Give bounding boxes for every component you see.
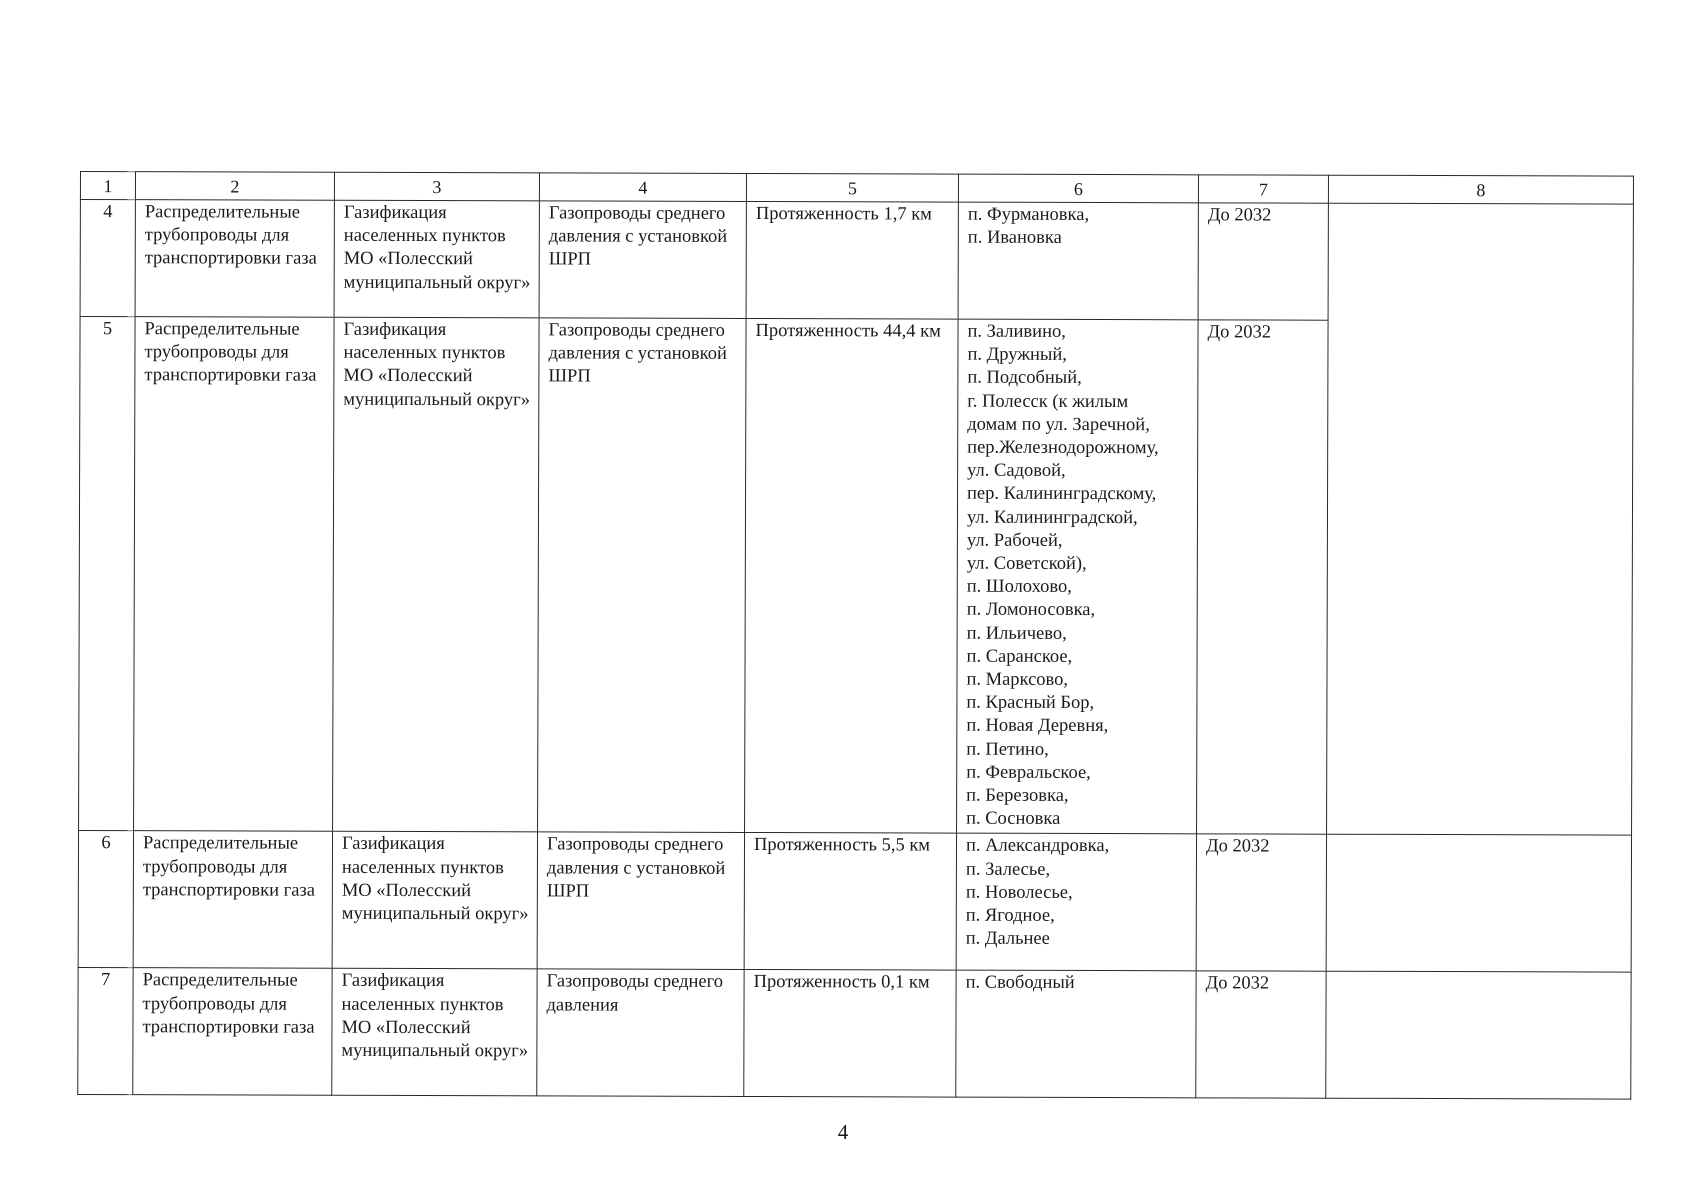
object-purpose: Газификация населенных пунктов МО «Полесский муниципальный округ» xyxy=(332,832,537,970)
object-purpose: Газификация населенных пунктов МО «Полесский муниципальный округ» xyxy=(334,200,539,318)
column-number: 3 xyxy=(334,172,539,201)
location-item: ул. Калининградской, xyxy=(966,507,1138,528)
object-locations xyxy=(956,971,1196,1099)
location-item: п. Свободный xyxy=(965,973,1075,994)
object-type: Распределительные трубопроводы для транспортировки газа xyxy=(133,968,332,1096)
object-purpose: Газификация населенных пунктов МО «Полесский муниципальный округ» xyxy=(332,969,537,1097)
location-item: п. Ягодное, xyxy=(965,905,1055,926)
location-item: п. Ивановка xyxy=(967,227,1062,249)
objects-table xyxy=(77,171,1634,1100)
location-item: пер.Железнодорожному, xyxy=(967,437,1159,459)
location-item: домам по ул. Заречной, xyxy=(967,414,1150,435)
object-note xyxy=(1327,203,1634,835)
object-type: Распределительные трубопроводы для транспортировки газа xyxy=(133,831,332,969)
object-name: Газопроводы среднего давления с установкой ШРП xyxy=(538,318,747,833)
column-number: 5 xyxy=(746,173,958,202)
table-row xyxy=(80,200,1633,322)
location-item: п. Дальнее xyxy=(965,928,1050,950)
location-item: п. Заливино, xyxy=(967,321,1066,342)
location-item: ул. Рабочей, xyxy=(966,530,1063,551)
table-row xyxy=(78,968,1631,1100)
location-item: п. Новолесье, xyxy=(965,882,1073,903)
object-note xyxy=(1326,972,1631,1100)
location-item: п. Дружный, xyxy=(967,344,1067,366)
object-characteristics: Протяженность 1,7 км xyxy=(746,201,958,319)
column-number: 4 xyxy=(539,173,746,202)
row-number: 7 xyxy=(78,968,133,1095)
object-type: Распределительные трубопроводы для транспортировки газа xyxy=(134,317,335,832)
table-row xyxy=(78,831,1631,973)
object-locations xyxy=(956,834,1196,972)
object-name: Газопроводы среднего давления xyxy=(537,969,744,1097)
object-characteristics: Протяженность 5,5 км xyxy=(744,833,956,971)
row-number: 4 xyxy=(80,200,135,317)
location-item: п. Залесье, xyxy=(965,859,1051,880)
object-note xyxy=(1326,835,1631,973)
column-number: 2 xyxy=(135,172,334,201)
location-item: п. Ильичево, xyxy=(966,623,1067,644)
object-purpose: Газификация населенных пунктов МО «Полесский муниципальный округ» xyxy=(333,317,540,832)
location-item: п. Фурмановка, xyxy=(967,204,1090,225)
object-locations xyxy=(958,202,1198,320)
location-item: п. Новая Деревня, xyxy=(966,716,1109,737)
location-item: п. Сосновка xyxy=(966,808,1061,830)
location-item: п. Александровка, xyxy=(965,836,1110,857)
column-number: 1 xyxy=(80,172,135,200)
location-item: п. Саранское, xyxy=(966,646,1073,667)
object-characteristics: Протяженность 0,1 км xyxy=(744,970,956,1098)
page-number: 4 xyxy=(837,1120,849,1144)
location-item: п. Февральское, xyxy=(966,762,1091,783)
location-item: п. Петино, xyxy=(966,739,1049,760)
row-number: 5 xyxy=(79,317,136,832)
location-item: пер. Калининградскому, xyxy=(967,484,1157,505)
object-deadline: До 2032 xyxy=(1196,834,1326,971)
location-item: г. Полесск (к жилым xyxy=(967,391,1129,412)
location-item: ул. Советской), xyxy=(966,553,1087,575)
location-item: п. Подсобный, xyxy=(967,368,1082,389)
object-deadline: До 2032 xyxy=(1196,971,1326,1098)
row-number: 6 xyxy=(78,831,133,968)
object-deadline: До 2032 xyxy=(1198,203,1328,320)
object-characteristics: Протяженность 44,4 км xyxy=(745,318,959,833)
location-item: п. Марксово, xyxy=(966,669,1069,690)
column-number: 6 xyxy=(958,174,1198,203)
location-item: п. Красный Бор, xyxy=(966,692,1095,714)
column-number: 7 xyxy=(1198,175,1328,203)
object-locations xyxy=(957,319,1199,834)
object-type: Распределительные трубопроводы для транспортировки газа xyxy=(135,200,334,318)
object-name: Газопроводы среднего давления с установкой ШРП xyxy=(539,201,746,319)
location-item: п. Шолохово, xyxy=(966,576,1072,598)
location-item: п. Ломоносовка, xyxy=(966,600,1096,621)
column-number: 8 xyxy=(1328,175,1633,204)
object-deadline: До 2032 xyxy=(1197,320,1329,835)
location-item: ул. Садовой, xyxy=(967,460,1066,482)
object-name: Газопроводы среднего давления с установкой ШРП xyxy=(537,832,744,970)
location-item: п. Березовка, xyxy=(966,785,1069,806)
